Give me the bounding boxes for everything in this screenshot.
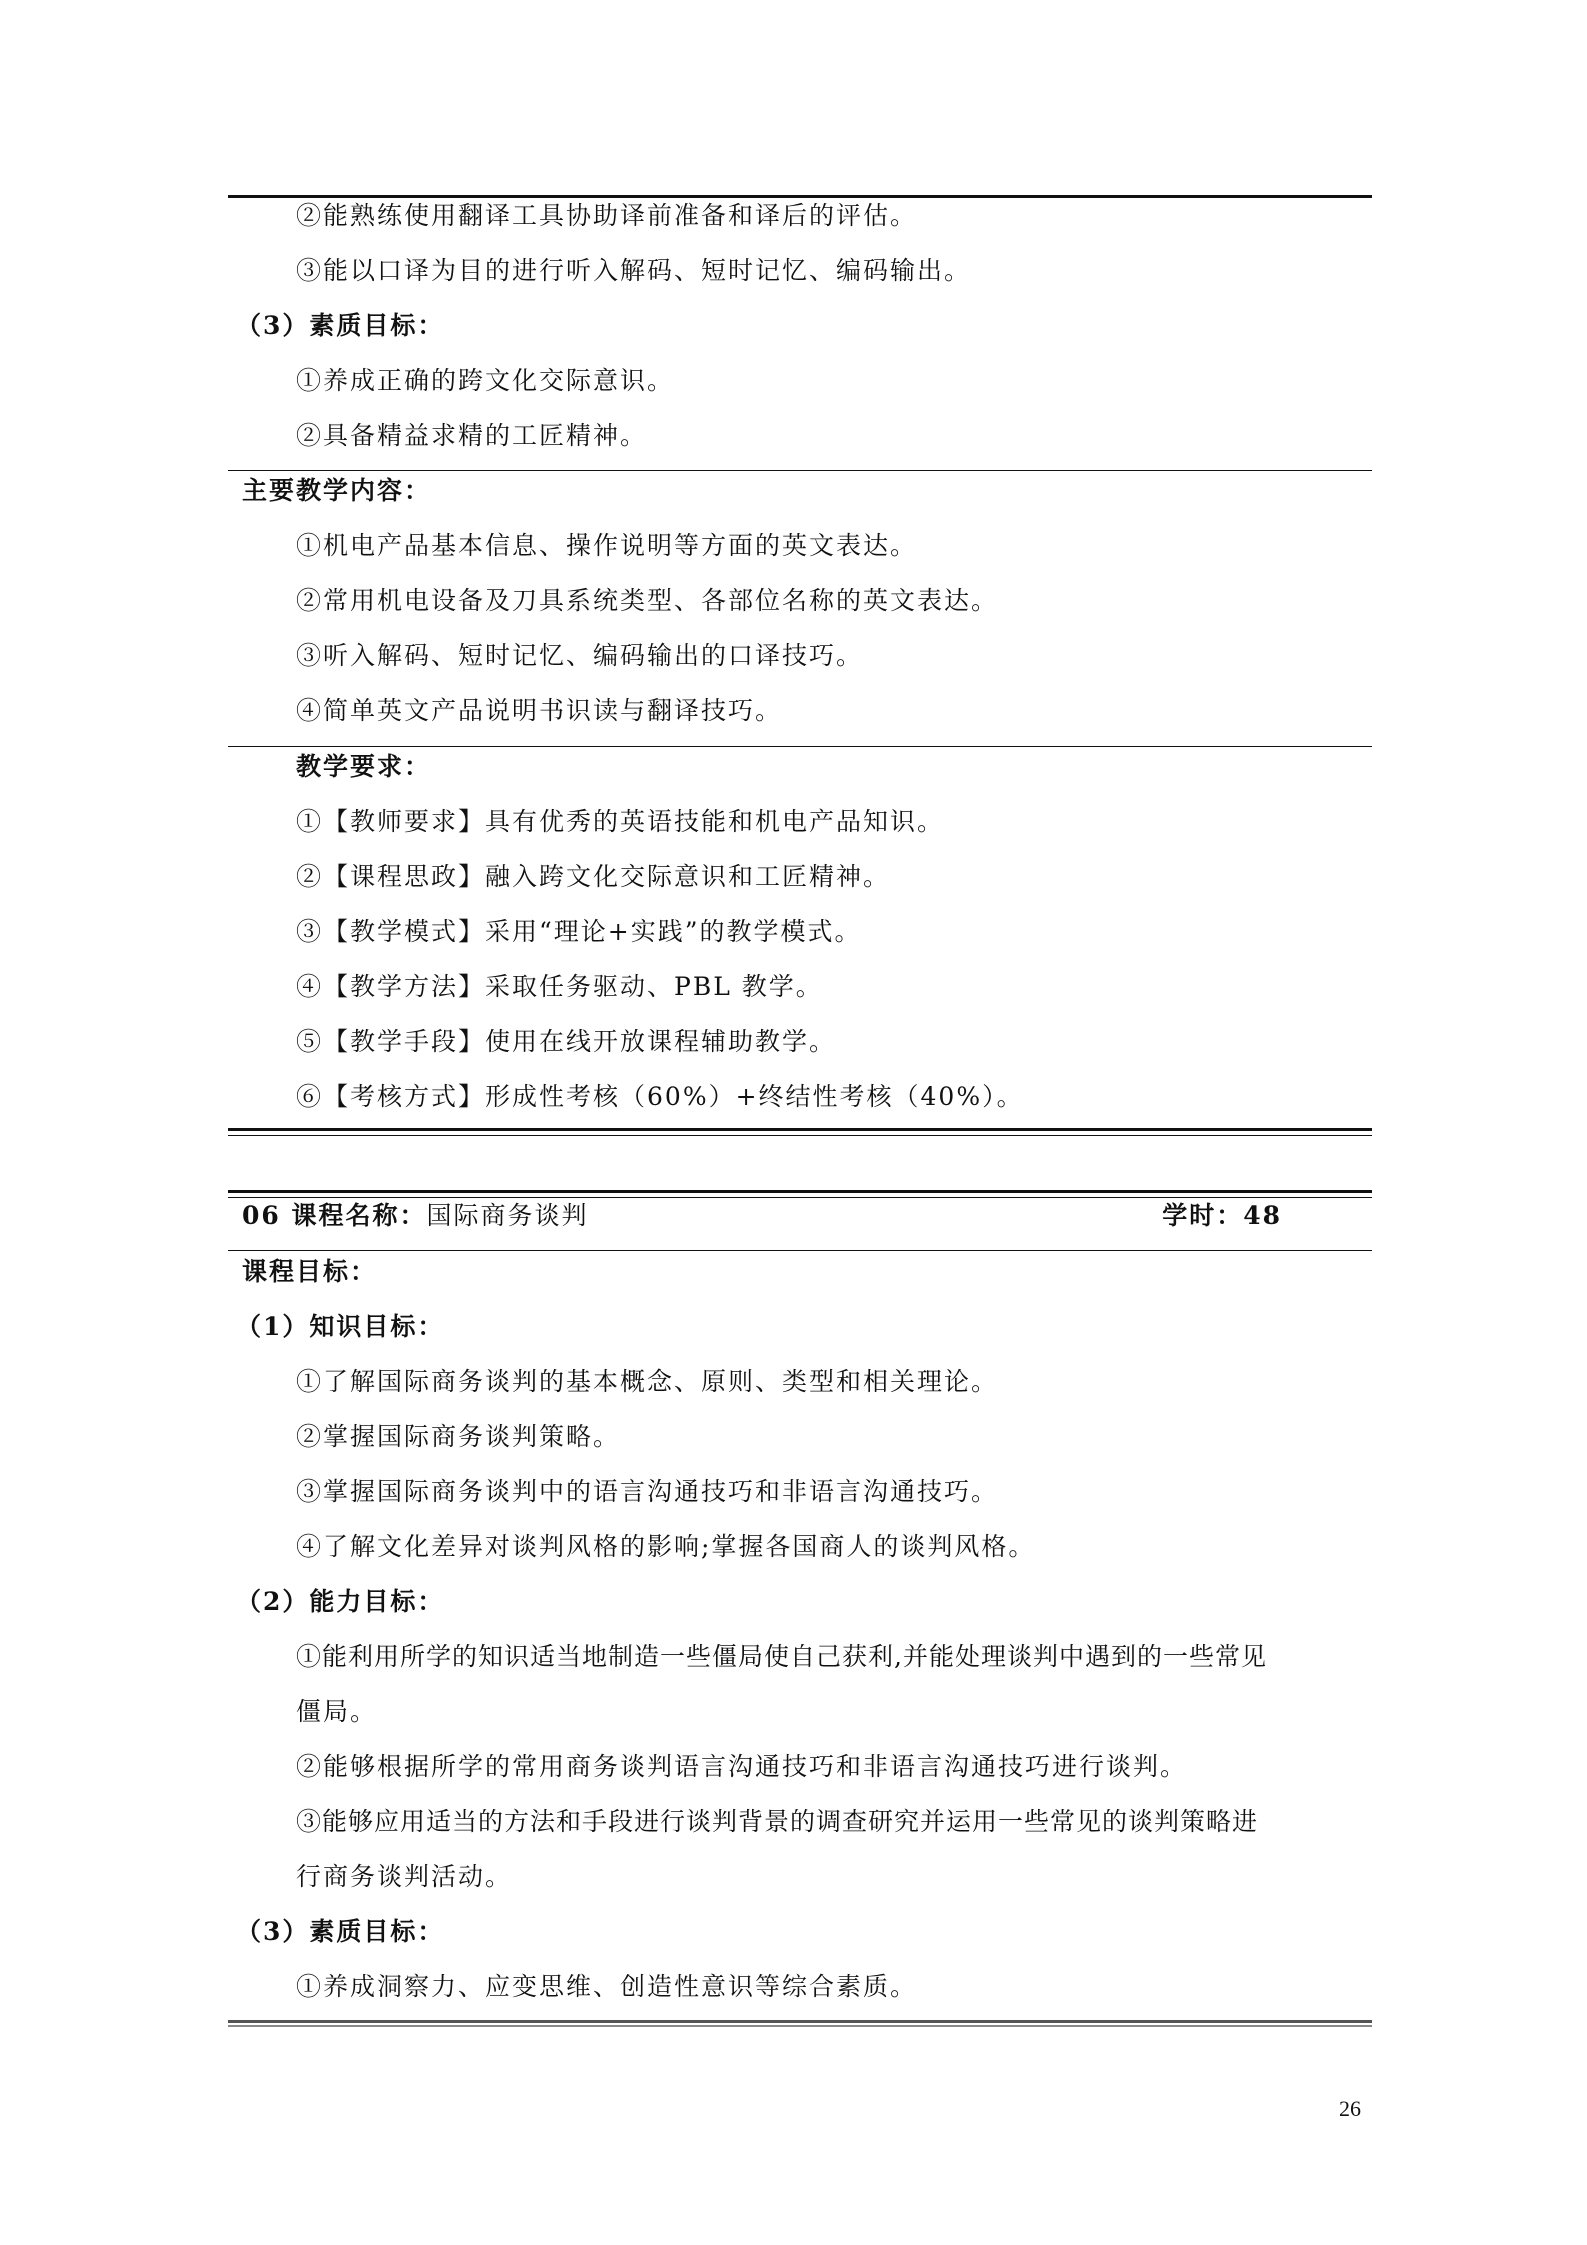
section-objectives-continued [228, 188, 1372, 463]
course-name-label: 06 课程名称： [242, 1201, 427, 1230]
requirement-item: ③【教学模式】采用“理论+实践”的教学模式。 [296, 917, 862, 946]
requirement-item: ②【课程思政】融入跨文化交际意识和工匠精神。 [296, 862, 891, 891]
quality-item: ①养成正确的跨文化交际意识。 [296, 366, 675, 395]
ability-item: ②能够根据所学的常用商务谈判语言沟通技巧和非语言沟通技巧进行谈判。 [296, 1752, 1188, 1781]
requirements-heading: 教学要求： [296, 752, 432, 781]
main-content-section [228, 463, 1372, 738]
course-name [242, 1188, 589, 1243]
bottom-rule [228, 2020, 1372, 2023]
content-heading: 主要教学内容： [242, 476, 432, 505]
course-objectives-section [228, 1244, 1372, 2014]
quality-item: ②具备精益求精的工匠精神。 [296, 421, 648, 450]
content-item: ④简单英文产品说明书识读与翻译技巧。 [296, 696, 783, 725]
table-end-rule-thin [228, 1135, 1372, 1136]
requirement-item: ①【教师要求】具有优秀的英语技能和机电产品知识。 [296, 807, 945, 836]
quality-item: ①养成洞察力、应变思维、创造性意识等综合素质。 [296, 1972, 918, 2001]
ability-item-continued: 行商务谈判活动。 [296, 1862, 513, 1891]
knowledge-item: ①了解国际商务谈判的基本概念、原则、类型和相关理论。 [296, 1367, 999, 1396]
course-hours-value: 48 [1243, 1201, 1282, 1230]
requirement-item: ④【教学方法】采取任务驱动、PBL 教学。 [296, 972, 823, 1001]
course-hours [1162, 1188, 1282, 1243]
content-item: ③听入解码、短时记忆、编码输出的口译技巧。 [296, 641, 864, 670]
course-title-row [228, 1188, 1372, 1243]
content-item: ②常用机电设备及刀具系统类型、各部位名称的英文表达。 [296, 586, 999, 615]
table-end-rule [228, 1128, 1372, 1131]
knowledge-item: ②掌握国际商务谈判策略。 [296, 1422, 621, 1451]
course-hours-label: 学时： [1162, 1201, 1244, 1230]
ability-heading: （2）能力目标： [236, 1587, 445, 1616]
knowledge-item: ③掌握国际商务谈判中的语言沟通技巧和非语言沟通技巧。 [296, 1477, 999, 1506]
bottom-rule-thin [228, 2025, 1372, 2027]
content-item: ①机电产品基本信息、操作说明等方面的英文表达。 [296, 531, 918, 560]
requirement-item: ⑥【考核方式】形成性考核（60%）+终结性考核（40%）。 [296, 1082, 1024, 1111]
course-name-value: 国际商务谈判 [426, 1201, 589, 1230]
teaching-requirements-section [228, 739, 1372, 1124]
quality-heading: （3）素质目标： [236, 311, 445, 340]
quality-heading: （3）素质目标： [236, 1917, 445, 1946]
knowledge-heading: （1）知识目标： [236, 1312, 445, 1341]
ability-item-continued: 僵局。 [296, 1697, 378, 1726]
objective-line: ②能熟练使用翻译工具协助译前准备和译后的评估。 [296, 201, 918, 230]
ability-item: ③能够应用适当的方法和手段进行谈判背景的调查研究并运用一些常见的谈判策略进 [296, 1807, 1259, 1836]
objective-line: ③能以口译为目的进行听入解码、短时记忆、编码输出。 [296, 256, 972, 285]
objectives-heading: 课程目标： [242, 1257, 378, 1286]
page-number: 26 [1339, 2096, 1361, 2121]
requirement-item: ⑤【教学手段】使用在线开放课程辅助教学。 [296, 1027, 837, 1056]
knowledge-item: ④了解文化差异对谈判风格的影响;掌握各国商人的谈判风格。 [296, 1532, 1036, 1561]
ability-item: ①能利用所学的知识适当地制造一些僵局使自己获利,并能处理谈判中遇到的一些常见 [296, 1642, 1267, 1671]
